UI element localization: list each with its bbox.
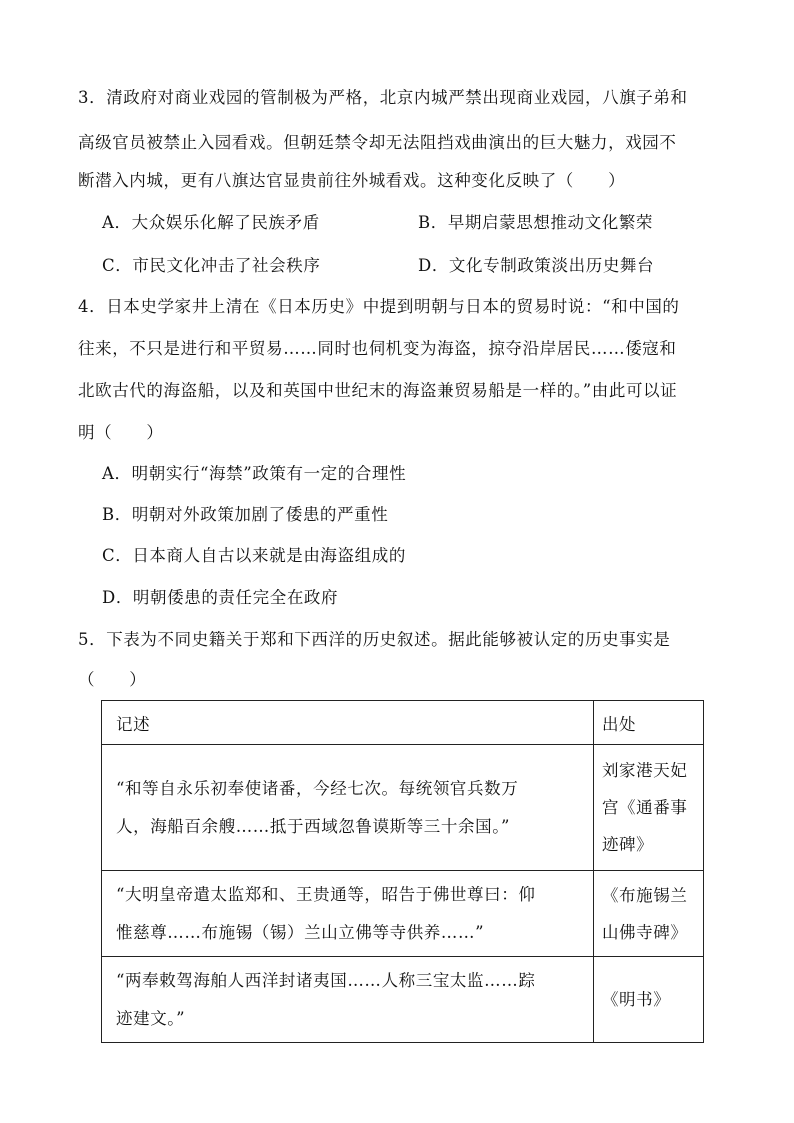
record-line: 惟慈尊……布施锡（锡）兰山立佛等寺供养……” (116, 922, 485, 942)
table-header-record: 记述 (102, 701, 594, 745)
q4-stem-line-3: 北欧古代的海盗船，以及和英国中世纪末的海盗兼贸易船是一样的。”由此可以证 (78, 381, 678, 400)
table-cell-source (593, 957, 703, 1043)
table-cell-source (593, 871, 703, 957)
table-cell-record (102, 957, 594, 1043)
record-line: “两奉敕驾海舶人西洋封诸夷国……人称三宝太监……踪 (116, 970, 536, 990)
source-line: 山佛寺碑》 (601, 922, 688, 942)
record-line: “大明皇帝遣太监郑和、王贵通等，昭告于佛世尊曰：仰 (116, 884, 536, 904)
table-row (102, 745, 704, 871)
source-line: 刘家港天妃 (601, 761, 688, 780)
table-cell-record (102, 871, 594, 957)
source-table (101, 700, 704, 1043)
record-line: “和等自永乐初奉使诸番，今经七次。每统领官兵数万 (116, 778, 519, 798)
source-line: 宫《通番事 (601, 798, 688, 817)
q4-option-b[interactable]: B．明朝对外政策加剧了倭患的严重性 (102, 505, 389, 524)
q3-option-b[interactable]: B．早期启蒙思想推动文化繁荣 (418, 213, 654, 232)
q4-stem-line-1: 4．日本史学家井上清在《日本历史》中提到明朝与日本的贸易时说：“和中国的 (78, 297, 680, 316)
q3-option-a[interactable]: A．大众娱乐化解了民族矛盾 (102, 213, 320, 232)
record-line: 人，海船百余艘……抵于西域忽鲁谟斯等三十余国。” (116, 816, 511, 836)
q3-stem-line-3: 断潜入内城，更有八旗达官显贵前往外城看戏。这种变化反映了（ ） (78, 171, 626, 190)
q4-option-c[interactable]: C．日本商人自古以来就是由海盗组成的 (102, 546, 406, 565)
q5-stem-line-1: 5．下表为不同史籍关于郑和下西洋的历史叙述。据此能够被认定的历史事实是 (78, 630, 671, 649)
table-row (102, 871, 704, 957)
source-line: 《明书》 (601, 990, 671, 1009)
q4-option-d[interactable]: D．明朝倭患的责任完全在政府 (102, 588, 339, 607)
q3-option-c[interactable]: C．市民文化冲击了社会秩序 (102, 256, 321, 275)
table-cell-source (593, 745, 703, 871)
q4-stem-line-4: 明（ ） (78, 423, 164, 442)
q4-stem-line-2: 往来，不只是进行和平贸易……同时也伺机变为海盗，掠夺沿岸居民……倭寇和 (78, 339, 677, 358)
q3-stem-line-2: 高级官员被禁止入园看戏。但朝廷禁令却无法阻挡戏曲演出的巨大魅力，戏园不 (78, 133, 677, 152)
table-header-row (102, 701, 704, 745)
q5-stem-line-2: （ ） (78, 670, 147, 689)
table-row (102, 957, 704, 1043)
table-header-source: 出处 (593, 701, 703, 745)
record-line: 迹建文。” (116, 1008, 186, 1028)
q3-stem-line-1: 3．清政府对商业戏园的管制极为严格，北京内城严禁出现商业戏园，八旗子弟和 (78, 88, 688, 107)
source-line: 迹碑》 (601, 835, 654, 854)
q4-option-a[interactable]: A．明朝实行“海禁”政策有一定的合理性 (102, 464, 407, 483)
q3-option-d[interactable]: D．文化专制政策淡出历史舞台 (418, 256, 655, 275)
table-cell-record (102, 745, 594, 871)
source-line: 《布施锡兰 (601, 885, 688, 905)
